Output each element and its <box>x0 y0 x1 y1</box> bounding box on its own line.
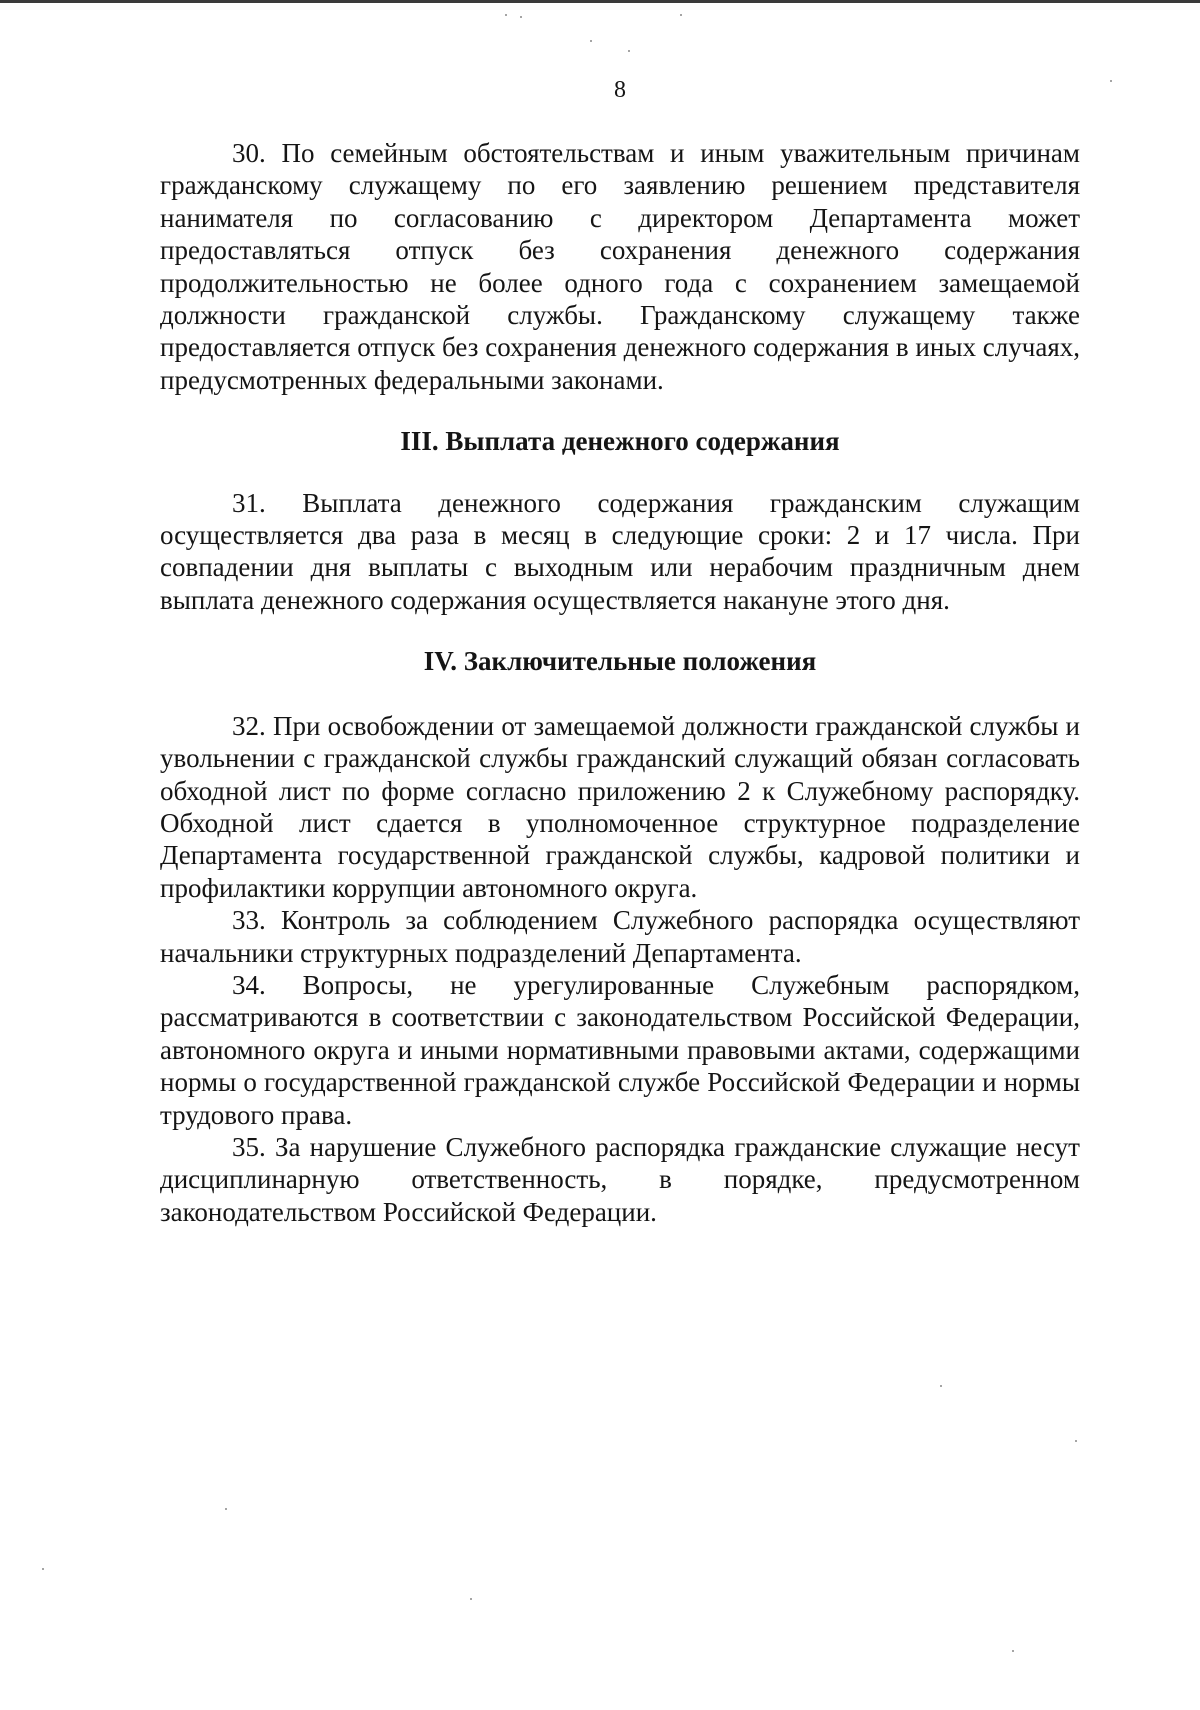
scan-speck <box>1012 1650 1014 1652</box>
section-heading-iii: III. Выплата денежного содержания <box>400 426 840 457</box>
paragraph-33: 33. Контроль за соблюдением Служебного распорядка осуществляют начальники структурных подразделений Департамента. <box>160 905 1080 968</box>
scan-top-edge <box>0 0 1200 3</box>
scan-speck <box>520 16 522 18</box>
paragraph-31: 31. Выплата денежного содержания гражданским служащим осуществляется два раза в месяц в следующие сроки: 2 и 17 числа. При совпадении дня выплаты с выходным или нерабочим праздничным днем выплата денежного содержания осуществляется накануне этого дня. <box>160 487 1080 615</box>
scan-speck <box>628 50 630 52</box>
scan-speck <box>505 14 507 16</box>
scan-speck <box>590 40 592 42</box>
paragraph-35: 35. За нарушение Служебного распорядка гражданские служащие несут дисциплинарную ответственность, в порядке, предусмотренном законодательством Российской Федерации. <box>160 1131 1080 1227</box>
scan-speck <box>1075 1440 1077 1442</box>
scan-speck <box>225 1508 227 1510</box>
paragraph-34: 34. Вопросы, не урегулированные Служебным распорядком, рассматриваются в соответствии с законодательством Российской Федерации, автономного округа и иными нормативными правовыми актами, содержащими нормы о государственной гражданской службе Российской Федерации и нормы трудового права. <box>160 969 1080 1130</box>
section-heading-iv: IV. Заключительные положения <box>423 646 817 677</box>
scan-speck <box>940 1385 942 1387</box>
paragraph-30: 30. По семейным обстоятельствам и иным уважительным причинам гражданскому служащему по его заявлению решением представителя нанимателя по согласованию с директором Департамента может предоставляться отпуск без сохранения денежного содержания продолжительностью не более одного года с сохранением замещаемой должности гражданской службы. Гражданскому служащему также предоставляется отпуск без сохранения денежного содержания в иных случаях, предусмотренных федеральными законами. <box>160 138 1080 395</box>
page-number: 8 <box>614 77 626 103</box>
scan-speck <box>680 14 682 16</box>
scan-speck <box>470 1598 472 1600</box>
paragraph-32: 32. При освобождении от замещаемой должности гражданской службы и увольнении с гражданской службы гражданский служащий обязан согласовать обходной лист по форме согласно приложению 2 к Служебному распорядку. Обходной лист сдается в уполномоченное структурное подразделение Департамента государственной гражданской службы, кадровой политики и профилактики коррупции автономного округа. <box>160 710 1080 903</box>
document-body <box>160 137 1080 1228</box>
scan-speck <box>42 1568 44 1570</box>
